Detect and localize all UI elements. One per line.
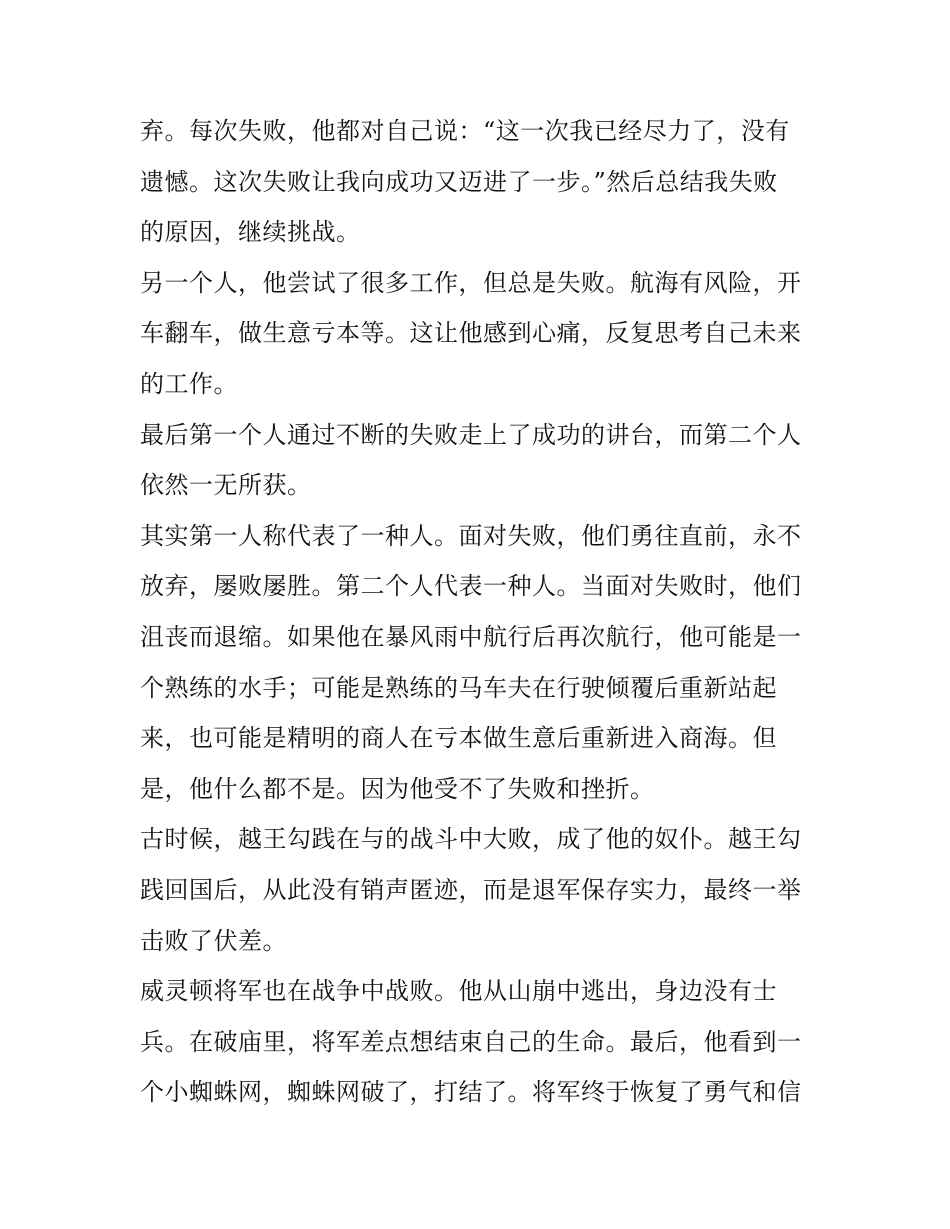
- text-line: 个熟练的水手；可能是熟练的马车夫在行驶倾覆后重新站起: [140, 673, 777, 702]
- text-line: 其实第一人称代表了一种人。面对失败，他们勇往直前，永不: [140, 521, 802, 550]
- text-line: 古时候，越王勾践在与的战斗中大败，成了他的奴仆。越王勾: [140, 825, 802, 854]
- text-line: 践回国后，从此没有销声匿迹，而是退军保存实力，最终一举: [140, 875, 802, 904]
- text-line: 的原因，继续挑战。: [140, 218, 361, 247]
- text-line: 依然一无所获。: [140, 471, 312, 500]
- document-body: [140, 106, 818, 1118]
- text-line: 兵。在破庙里，将军差点想结束自己的生命。最后，他看到一: [140, 1027, 802, 1056]
- text-line: 是，他什么都不是。因为他受不了失败和挫折。: [140, 774, 655, 803]
- text-line: 击败了伏差。: [140, 926, 287, 955]
- text-line: 弃。每次失败，他都对自己说：“这一次我已经尽力了，没有: [140, 117, 790, 145]
- text-line: 的工作。: [140, 369, 238, 398]
- text-line: 车翻车，做生意亏本等。这让他感到心痛，反复思考自己未来: [140, 319, 802, 348]
- text-line: 沮丧而退缩。如果他在暴风雨中航行后再次航行，他可能是一: [140, 622, 802, 651]
- text-line: 来，也可能是精明的商人在亏本做生意后重新进入商海。但: [140, 724, 777, 753]
- text-line: 遗憾。这次失败让我向成功又迈进了一步。”然后总结我失败: [140, 167, 778, 196]
- text-line: 放弃，屡败屡胜。第二个人代表一种人。当面对失败时，他们: [140, 572, 802, 601]
- text-line: 个小蜘蛛网，蜘蛛网破了，打结了。将军终于恢复了勇气和信: [140, 1078, 802, 1107]
- text-line: 另一个人，他尝试了很多工作，但总是失败。航海有风险，开: [140, 268, 802, 297]
- text-line: 威灵顿将军也在战争中战败。他从山崩中逃出，身边没有士: [140, 977, 777, 1006]
- text-line: 最后第一个人通过不断的失败走上了成功的讲台，而第二个人: [140, 420, 802, 449]
